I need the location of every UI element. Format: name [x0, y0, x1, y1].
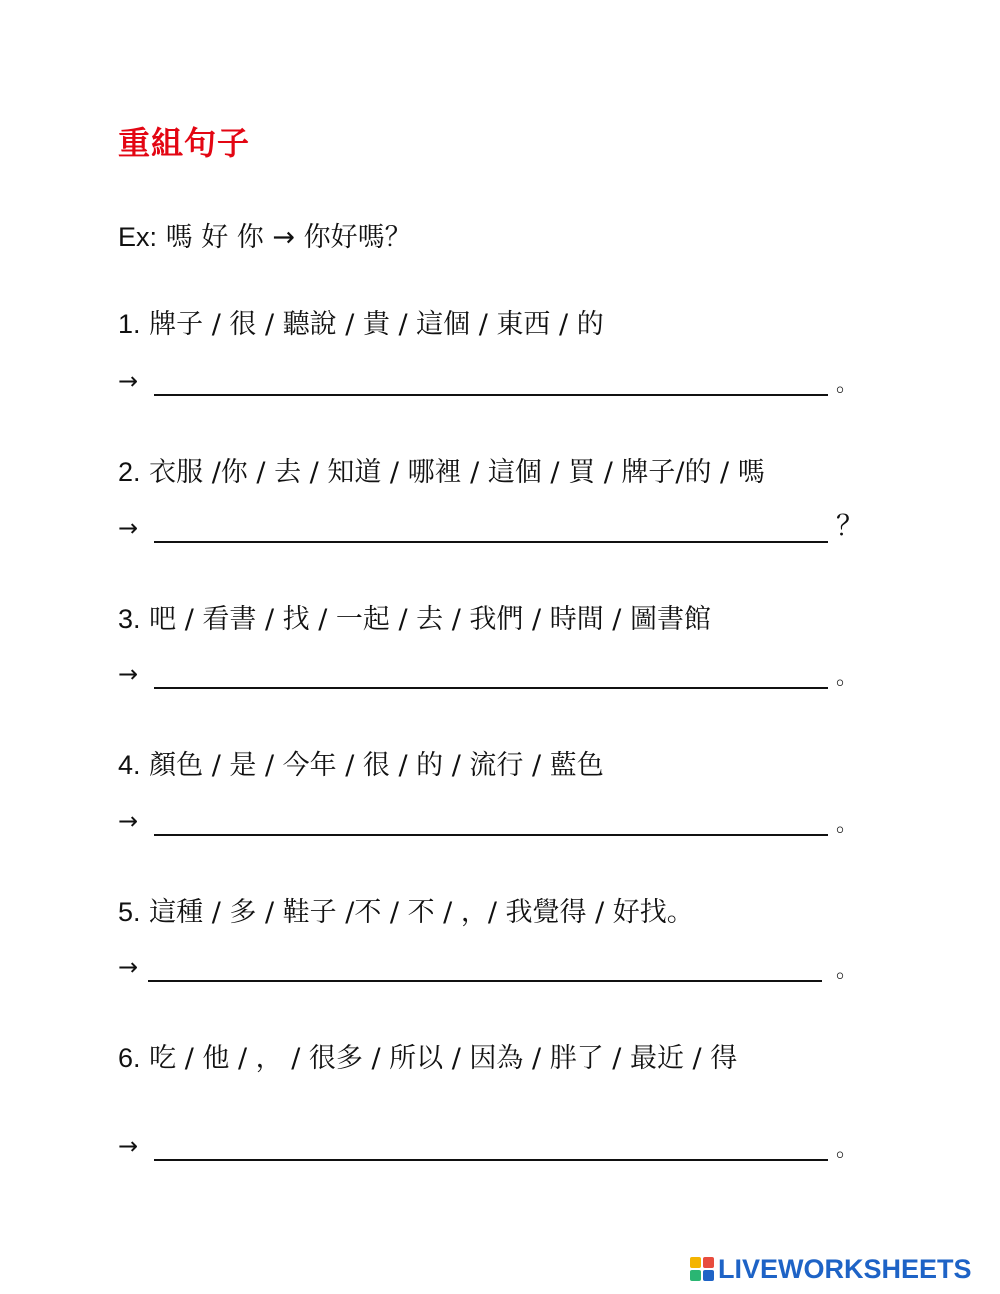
question-words: 吧 / 看書 / 找 / 一起 / 去 / 我們 / 時間 / 圖書館 [149, 604, 711, 635]
question-3 [118, 602, 711, 637]
answer-input-5[interactable] [148, 980, 822, 982]
example-prefix: Ex: [118, 222, 158, 252]
answer-arrow: → [118, 953, 139, 981]
question-words: 牌子 / 很 / 聽說 / 貴 / 這個 / 東西 / 的 [149, 309, 604, 340]
sentence-ending: ？ [836, 509, 865, 542]
example-arrow: → [272, 222, 295, 253]
answer-row-6 [118, 1129, 878, 1163]
example-words: 嗎 好 你 [165, 222, 264, 253]
liveworksheets-logo[interactable] [690, 1254, 972, 1284]
question-number: 4. [118, 750, 141, 780]
answer-input-6[interactable] [154, 1159, 828, 1161]
worksheet-title: 重組句子 [118, 124, 251, 162]
answer-arrow: → [118, 367, 139, 395]
question-number: 1. [118, 309, 141, 339]
answer-row-3 [118, 657, 878, 691]
question-words: 這種 / 多 / 鞋子 /不 / 不 / ，/ 我覺得 / 好找。 [149, 897, 694, 928]
question-words: 顏色 / 是 / 今年 / 很 / 的 / 流行 / 藍色 [149, 750, 604, 781]
answer-row-2 [118, 511, 878, 545]
example-answer: 你好嗎？ [303, 222, 412, 253]
answer-input-3[interactable] [154, 687, 828, 689]
question-1 [118, 307, 604, 342]
answer-arrow: → [118, 807, 139, 835]
answer-input-1[interactable] [154, 394, 828, 396]
answer-row-1 [118, 364, 878, 398]
answer-arrow: → [118, 1132, 139, 1160]
answer-row-4 [118, 804, 878, 838]
answer-arrow: → [118, 514, 139, 542]
question-words: 衣服 /你 / 去 / 知道 / 哪裡 / 這個 / 買 / 牌子/的 / 嗎 [149, 457, 765, 488]
answer-input-2[interactable] [154, 541, 828, 543]
question-number: 5. [118, 897, 141, 927]
sentence-ending: 。 [836, 372, 859, 397]
question-4 [118, 748, 604, 783]
question-number: 6. [118, 1043, 141, 1073]
example-line [118, 220, 412, 255]
question-5 [118, 895, 694, 930]
question-words: 吃 / 他 / ， / 很多 / 所以 / 因為 / 胖了 / 最近 / 得 [149, 1043, 738, 1074]
question-number: 3. [118, 604, 141, 634]
sentence-ending: 。 [836, 665, 859, 690]
answer-input-4[interactable] [154, 834, 828, 836]
answer-arrow: → [118, 660, 139, 688]
question-number: 2. [118, 457, 141, 487]
sentence-ending: 。 [836, 958, 859, 983]
question-2 [118, 455, 765, 490]
logo-text: LIVEWORKSHEETS [718, 1253, 972, 1284]
logo-mark-icon [690, 1257, 714, 1281]
answer-row-5 [118, 950, 878, 984]
sentence-ending: 。 [836, 812, 859, 837]
question-6 [118, 1041, 737, 1076]
sentence-ending: 。 [836, 1137, 859, 1162]
